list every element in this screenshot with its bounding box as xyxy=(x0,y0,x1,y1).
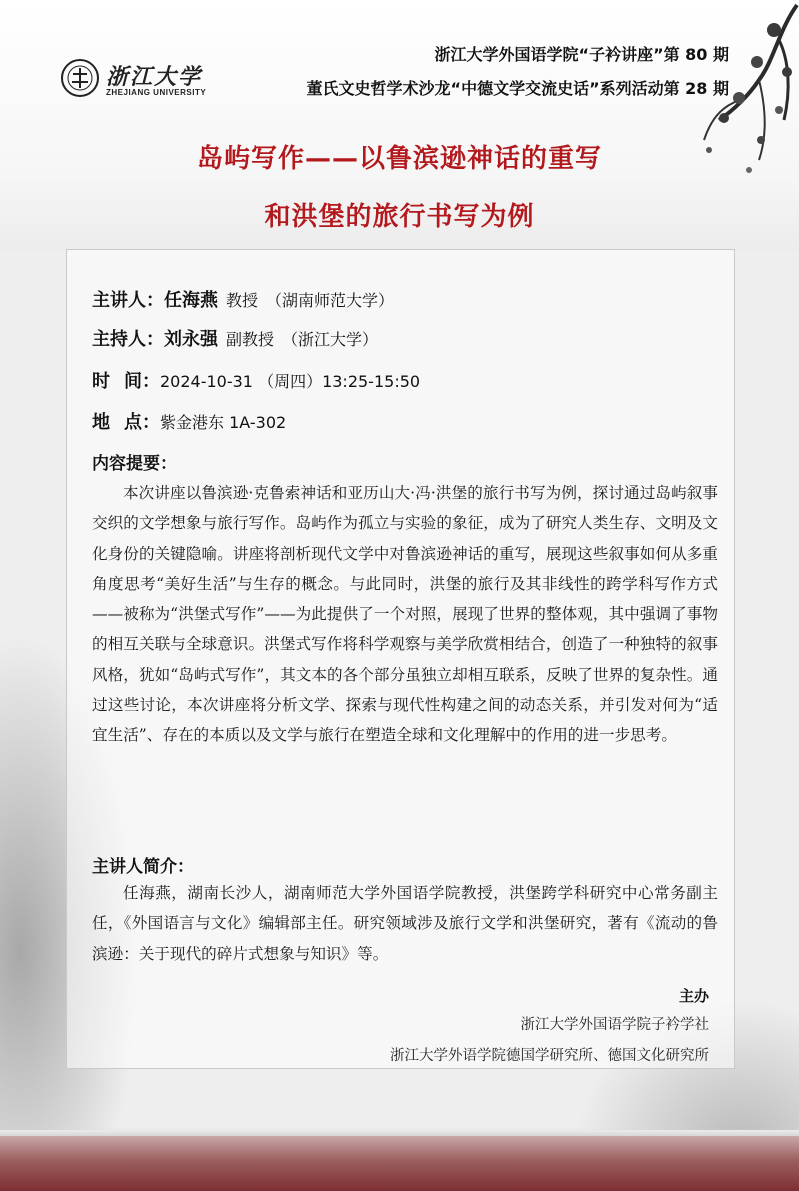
lecture-title-line2: 和洪堡的旅行书写为例 xyxy=(264,202,535,232)
place-label-a: 地 xyxy=(92,412,124,433)
place-value: 紫金港东 1A-302 xyxy=(160,413,287,432)
abstract-heading: 内容提要： xyxy=(92,454,177,474)
speaker-affiliation: （湖南师范大学） xyxy=(266,291,395,310)
zju-logo xyxy=(60,58,220,102)
organizer-1: 浙江大学外国语学院子衿学社 xyxy=(520,1017,709,1033)
time-value: 2024-10-31 （周四）13:25-15:50 xyxy=(160,372,421,391)
lecture-series-line2: 董氏文史哲学术沙龙“中德文学交流史话”系列活动第 28 期 xyxy=(306,79,729,98)
lecture-series-line1: 浙江大学外国语学院“子衿讲座”第 80 期 xyxy=(434,45,729,64)
place-row xyxy=(92,408,286,434)
place-label-b: 点： xyxy=(124,412,160,433)
host-title: 副教授 xyxy=(226,330,275,349)
logo-chinese-text: 浙江大学 xyxy=(106,64,203,90)
university-seal-icon xyxy=(60,58,100,98)
bio-heading: 主讲人简介： xyxy=(92,857,194,877)
time-label-a: 时 xyxy=(92,371,124,392)
host-label: 主持人： xyxy=(92,329,164,350)
speaker-name: 任海燕 xyxy=(164,290,218,311)
host-row xyxy=(92,325,378,351)
speaker-row xyxy=(92,286,394,312)
host-affiliation: （浙江大学） xyxy=(282,330,379,349)
host-name: 刘永强 xyxy=(164,329,218,350)
time-row xyxy=(92,367,420,393)
speaker-title: 教授 xyxy=(226,291,259,310)
bio-text: 任海燕，湖南长沙人，湖南师范大学外国语学院教授，洪堡跨学科研究中心常务副主任，《外国语言与文化》编辑部主任。研究领域涉及旅行文学和洪堡研究，著有《流动的鲁滨逊：关于现代的碎片式想象与知识》等。 xyxy=(92,884,718,963)
abstract-text: 本次讲座以鲁滨逊·克鲁索神话和亚历山大·冯·洪堡的旅行书写为例，探讨通过岛屿叙事交织的文学想象与旅行写作。岛屿作为孤立与实验的象征，成为了研究人类生存、文明及文化身份的关键隐喻。讲座将剖析现代文学中对鲁滨逊神话的重写，展现这些叙事如何从多重角度思考“美好生活”与生存的概念。与此同时，洪堡的旅行及其非线性的跨学科写作方式——被称为“洪堡式写作”——为此提供了一个对照，展现了世界的整体观，其中强调了事物的相互关联与全球意识。洪堡式写作将科学观察与美学欣赏相结合，创造了一种独特的叙事风格，犹如“岛屿式写作”，其文本的各个部分虽独立却相互联系，反映了世界的复杂性。通过这些讨论，本次讲座将分析文学、探索与现代性构建之间的动态关系，并引发对何为“适宜生活”、存在的本质以及文学与旅行在塑造全球和文化理解中的作用的进一步思考。 xyxy=(92,484,718,745)
organizers-heading: 主办 xyxy=(678,987,709,1005)
speaker-label: 主讲人： xyxy=(92,290,164,311)
footer-band xyxy=(0,1136,799,1191)
logo-english-text: ZHEJIANG UNIVERSITY xyxy=(106,88,207,97)
organizer-2: 浙江大学外语学院德国学研究所、德国文化研究所 xyxy=(390,1048,709,1064)
lecture-title-line1: 岛屿写作——以鲁滨逊神话的重写 xyxy=(196,144,602,174)
time-label-b: 间： xyxy=(124,371,160,392)
